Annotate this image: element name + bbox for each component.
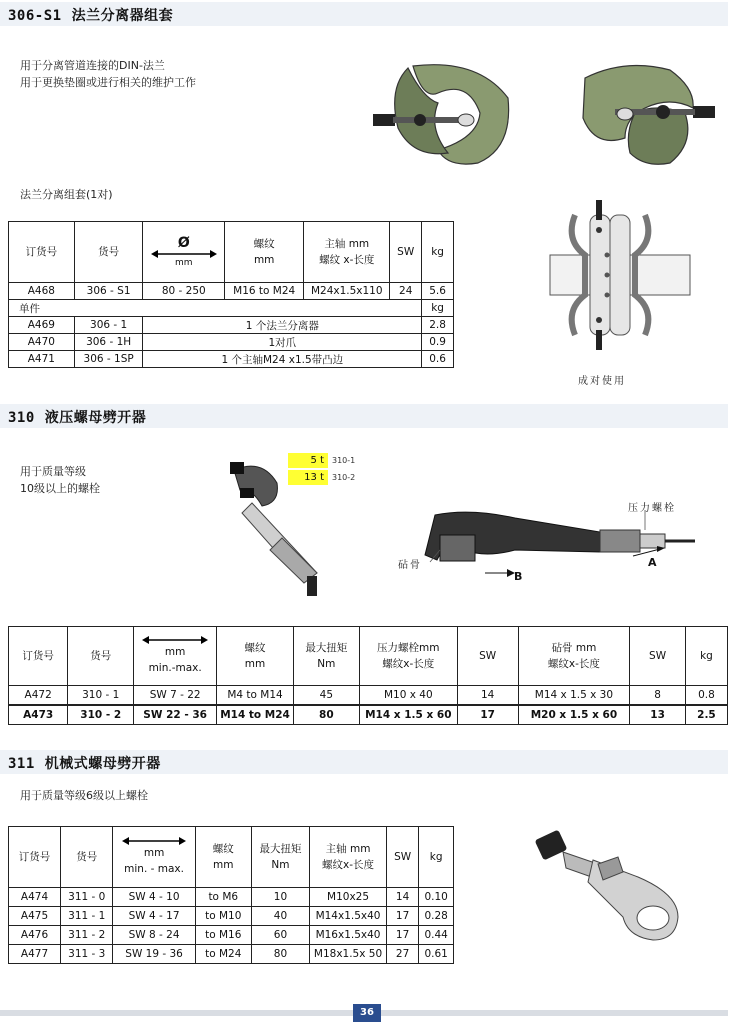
cell-order: A474 xyxy=(9,888,61,907)
cell-sw: 14 xyxy=(457,686,518,706)
spec-table-306 xyxy=(8,221,454,368)
cell-torque: 10 xyxy=(251,888,309,907)
header-anvil xyxy=(518,627,630,686)
cell-item: 311 - 0 xyxy=(61,888,113,907)
header-spindle xyxy=(304,222,390,283)
header-sw: SW xyxy=(386,827,418,888)
header-diameter xyxy=(143,222,225,283)
table-header-row xyxy=(9,222,454,283)
thread-label: 螺纹 xyxy=(212,843,234,855)
header-thread xyxy=(225,222,304,283)
torque-label: 最大扭矩 xyxy=(305,642,348,654)
header-kg: kg xyxy=(419,827,454,888)
cell-anvil: M20 x 1.5 x 60 xyxy=(518,705,630,725)
cell-desc: 1 个主轴M24 x1.5带凸边 xyxy=(143,351,422,368)
table-row xyxy=(9,705,728,725)
cell-order: A469 xyxy=(9,317,75,334)
table-row xyxy=(9,334,454,351)
flange-separator-image-2 xyxy=(575,58,725,168)
capacity-badge: 13 t xyxy=(288,470,328,485)
table-header-row xyxy=(9,627,728,686)
header-order: 订货号 xyxy=(9,222,75,283)
cell-sw: 14 xyxy=(386,888,418,907)
cell-spindle: M24x1.5x110 xyxy=(304,283,390,300)
label-a: A xyxy=(648,556,657,569)
thread-unit: mm xyxy=(244,658,266,670)
desc-line: 10级以上的螺栓 xyxy=(20,482,100,495)
section-name: 液压螺母劈开器 xyxy=(44,410,147,426)
section-header-310 xyxy=(0,404,728,428)
cell-order: A472 xyxy=(9,686,68,706)
cell-sw: 17 xyxy=(386,926,418,945)
table-row xyxy=(9,686,728,706)
range-unit: mm xyxy=(164,646,186,658)
cell-desc: 1对爪 xyxy=(143,334,422,351)
cell-torque: 60 xyxy=(251,926,309,945)
cell-item: 311 - 3 xyxy=(61,945,113,964)
cell-kg: 2.5 xyxy=(685,705,727,725)
cell-sw: 13 xyxy=(630,705,686,725)
cell-kg: 0.8 xyxy=(685,686,727,706)
range-unit: mm xyxy=(143,847,165,859)
torque-unit: Nm xyxy=(271,859,290,871)
cell-order: A477 xyxy=(9,945,61,964)
cell-sw: 17 xyxy=(457,705,518,725)
cell-kg: 0.9 xyxy=(422,334,454,351)
cell-item: 311 - 2 xyxy=(61,926,113,945)
cell-torque: 40 xyxy=(251,907,309,926)
badge-ref: 310-2 xyxy=(332,473,356,482)
cell-order: A470 xyxy=(9,334,75,351)
torque-unit: Nm xyxy=(317,658,336,670)
cell-range: SW 7 - 22 xyxy=(134,686,217,706)
cell-thread: to M16 xyxy=(195,926,251,945)
section-title xyxy=(8,5,173,25)
cell-desc: 1 个法兰分离器 xyxy=(143,317,422,334)
double-arrow-icon xyxy=(122,837,186,845)
section-code: 310 xyxy=(8,410,35,426)
section-title xyxy=(8,753,161,773)
double-arrow-icon xyxy=(151,250,217,258)
header-kg: kg xyxy=(685,627,727,686)
cell-sw: 27 xyxy=(386,945,418,964)
section-code: 311 xyxy=(8,756,35,772)
section-code: 306-S1 xyxy=(8,8,62,24)
section-header-311 xyxy=(0,750,728,774)
section-description: 用于质量等级6级以上螺栓 xyxy=(20,789,148,802)
label-b: B xyxy=(514,570,523,583)
thread-label: 螺纹 xyxy=(244,642,266,654)
cell-thread: to M10 xyxy=(195,907,251,926)
cell-kg: 2.8 xyxy=(422,317,454,334)
header-item: 货号 xyxy=(74,222,143,283)
section-title xyxy=(8,407,146,427)
badge-ref: 310-1 xyxy=(332,456,356,465)
cell-torque: 80 xyxy=(293,705,359,725)
anvil-sub: 螺纹x-长度 xyxy=(547,658,600,670)
cell-kg: 0.61 xyxy=(419,945,454,964)
cell-order: A475 xyxy=(9,907,61,926)
header-bolt xyxy=(359,627,457,686)
cell-item: 306 - S1 xyxy=(74,283,143,300)
header-item: 货号 xyxy=(68,627,134,686)
cell-kg: 0.28 xyxy=(419,907,454,926)
spec-table-310 xyxy=(8,626,728,725)
spindle-label: 主轴 mm xyxy=(324,238,370,250)
cell-thread: M14 to M24 xyxy=(217,705,294,725)
header-kg: kg xyxy=(422,222,454,283)
diameter-symbol: Ø xyxy=(177,234,190,251)
spec-table-311 xyxy=(8,826,454,964)
header-torque xyxy=(293,627,359,686)
cell-spindle: M10x25 xyxy=(310,888,387,907)
desc-line: 用于质量等级 xyxy=(20,465,86,478)
diameter-unit: mm xyxy=(175,257,193,268)
cell-item: 306 - 1SP xyxy=(74,351,143,368)
cell-range: SW 4 - 10 xyxy=(113,888,195,907)
section-header-306 xyxy=(0,2,728,26)
table-row-single xyxy=(9,300,454,317)
table-row xyxy=(9,317,454,334)
header-order: 订货号 xyxy=(9,627,68,686)
cell-range: SW 19 - 36 xyxy=(113,945,195,964)
cell-order: A471 xyxy=(9,351,75,368)
capacity-badge: 5 t xyxy=(288,453,328,468)
cell-bolt: M10 x 40 xyxy=(359,686,457,706)
mechanical-splitter-image xyxy=(528,822,698,950)
cell-sw: 24 xyxy=(390,283,422,300)
thread-label: 螺纹 xyxy=(253,238,275,250)
table-row xyxy=(9,351,454,368)
cell-item: 310 - 1 xyxy=(68,686,134,706)
spindle-label: 主轴 mm xyxy=(325,843,371,855)
section-name: 机械式螺母劈开器 xyxy=(44,756,161,772)
header-sw: SW xyxy=(390,222,422,283)
thread-unit: mm xyxy=(253,254,275,266)
torque-label: 最大扭矩 xyxy=(259,843,302,855)
header-sw: SW xyxy=(457,627,518,686)
cell-order: A468 xyxy=(9,283,75,300)
cell-sw: 8 xyxy=(630,686,686,706)
cell-anvil: M14 x 1.5 x 30 xyxy=(518,686,630,706)
cell-order: A473 xyxy=(9,705,68,725)
header-item: 货号 xyxy=(61,827,113,888)
cell-spindle: M18x1.5x 50 xyxy=(310,945,387,964)
cell-spindle: M16x1.5x40 xyxy=(310,926,387,945)
cell-thread: M4 to M14 xyxy=(217,686,294,706)
cell-kg: 0.6 xyxy=(422,351,454,368)
cell-kg: 0.44 xyxy=(419,926,454,945)
subtitle: 法兰分离组套(1对) xyxy=(20,188,113,201)
spindle-sub: 螺纹x-长度 xyxy=(322,859,375,871)
cell-range: SW 8 - 24 xyxy=(113,926,195,945)
cell-kg: 5.6 xyxy=(422,283,454,300)
cell-thread: to M6 xyxy=(195,888,251,907)
table-row xyxy=(9,283,454,300)
header-range xyxy=(134,627,217,686)
cell-item: 306 - 1H xyxy=(74,334,143,351)
cell-range: SW 4 - 17 xyxy=(113,907,195,926)
cell-sw: 17 xyxy=(386,907,418,926)
header-order: 订货号 xyxy=(9,827,61,888)
anvil-label: 砧骨 mm xyxy=(551,642,597,654)
header-range xyxy=(113,827,195,888)
cell-spindle: M14x1.5x40 xyxy=(310,907,387,926)
cell-diameter: 80 - 250 xyxy=(143,283,225,300)
cell-order: A476 xyxy=(9,926,61,945)
range-sub: min. - max. xyxy=(124,863,184,875)
label-anvil: 砧骨 xyxy=(398,560,422,571)
cell-kg: 0.10 xyxy=(419,888,454,907)
desc-line: 用于更换垫圈或进行相关的维护工作 xyxy=(20,76,196,89)
cell-range: SW 22 - 36 xyxy=(134,705,217,725)
header-spindle xyxy=(310,827,387,888)
table-row xyxy=(9,888,454,907)
label-pressure-bolt: 压力螺栓 xyxy=(628,503,676,514)
pipe-flange-diagram xyxy=(545,185,695,365)
page-number: 36 xyxy=(353,1004,381,1022)
desc-line: 用于分离管道连接的DIN-法兰 xyxy=(20,59,165,72)
cell-thread: to M24 xyxy=(195,945,251,964)
cell-torque: 45 xyxy=(293,686,359,706)
cell-item: 310 - 2 xyxy=(68,705,134,725)
table-header-row xyxy=(9,827,454,888)
header-sw: SW xyxy=(630,627,686,686)
bolt-sub: 螺纹x-长度 xyxy=(382,658,435,670)
cell-torque: 80 xyxy=(251,945,309,964)
header-thread xyxy=(195,827,251,888)
cell-bolt: M14 x 1.5 x 60 xyxy=(359,705,457,725)
diagram-caption: 成对使用 xyxy=(578,376,626,387)
spindle-sub: 螺纹 x-长度 xyxy=(319,254,375,266)
flange-separator-image-1 xyxy=(368,58,518,168)
range-sub: min.-max. xyxy=(148,662,202,674)
cell-thread: M16 to M24 xyxy=(225,283,304,300)
single-label: 单件 xyxy=(9,300,422,317)
section-description xyxy=(20,463,100,497)
header-torque xyxy=(251,827,309,888)
section-description xyxy=(20,57,196,91)
bolt-label: 压力螺栓mm xyxy=(377,642,440,654)
table-row xyxy=(9,926,454,945)
hydraulic-splitter-image xyxy=(222,458,332,603)
single-kg-label: kg xyxy=(422,300,454,317)
section-name: 法兰分离器组套 xyxy=(71,8,174,24)
double-arrow-icon xyxy=(142,636,208,644)
table-row xyxy=(9,945,454,964)
cell-item: 311 - 1 xyxy=(61,907,113,926)
thread-unit: mm xyxy=(213,859,234,871)
header-thread xyxy=(217,627,294,686)
table-row xyxy=(9,907,454,926)
cell-item: 306 - 1 xyxy=(74,317,143,334)
